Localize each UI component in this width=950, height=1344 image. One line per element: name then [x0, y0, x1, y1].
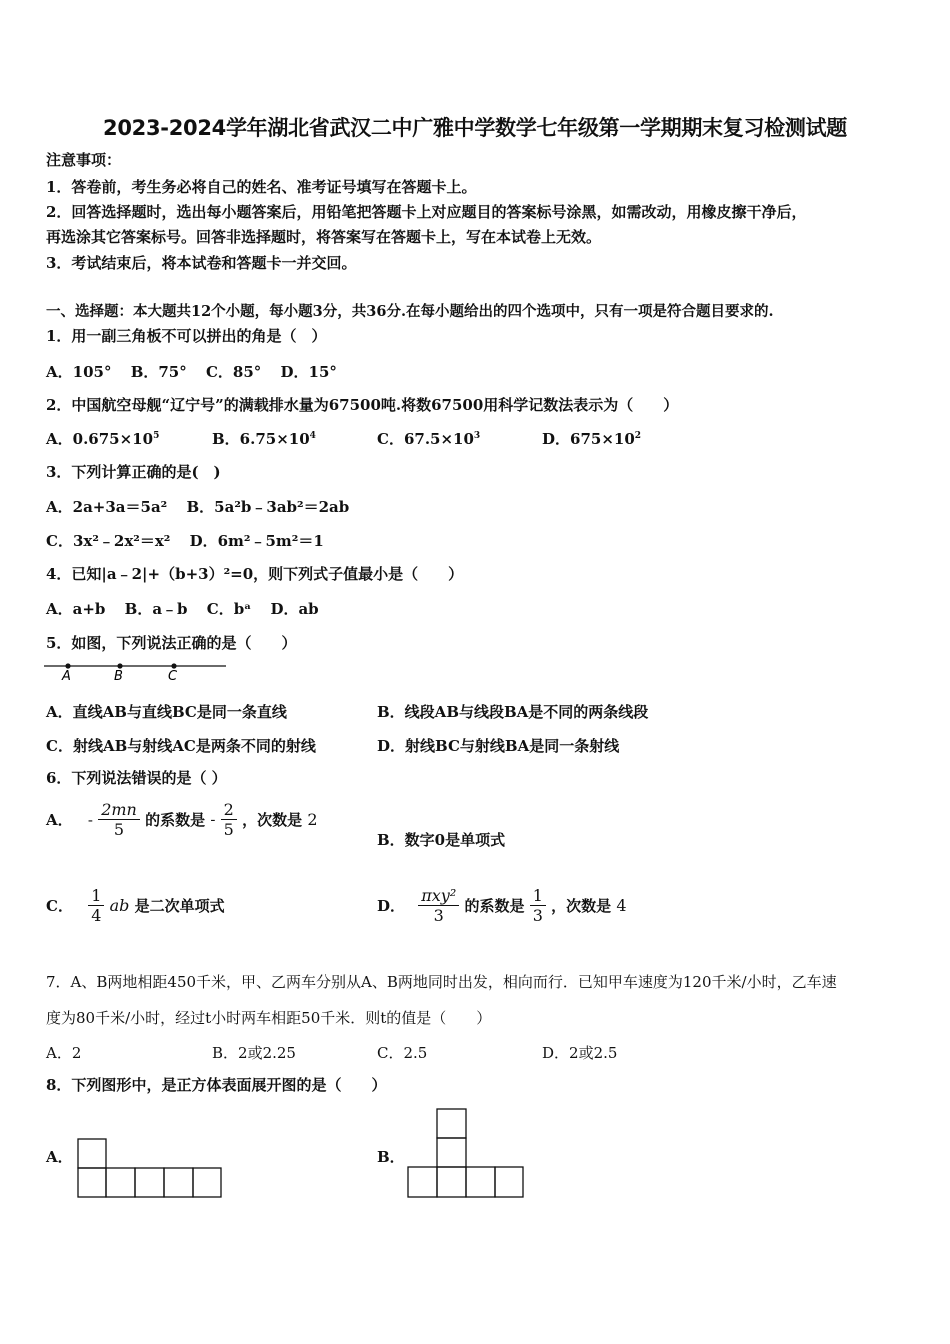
q1-option-a: A．105°: [46, 363, 112, 381]
q5-point-a: [65, 663, 70, 668]
q2-option-a-base: A．0.675×10: [46, 430, 154, 448]
q2-option-a: [46, 428, 159, 449]
q2-option-c-base: C．67.5×10: [377, 430, 474, 448]
q6-c-den: 4: [91, 906, 102, 925]
notes-heading: 注意事项：: [46, 151, 122, 169]
q3-row1: [46, 496, 349, 517]
q4-option-a: A．a+b: [46, 600, 106, 618]
q6-d-label: D．: [377, 897, 406, 915]
q6-d-degree: 4: [616, 896, 627, 915]
q6-d-num: πxy²: [418, 886, 459, 906]
q1-option-b: B．75°: [130, 363, 187, 381]
page-title: 2023-2024学年湖北省武汉二中广雅中学数学七年级第一学期期末复习检测试题: [103, 116, 847, 140]
q4-option-b: B．a﹣b: [124, 600, 188, 618]
q5-label-a: A: [62, 669, 71, 684]
q8-option-a-label: A．: [46, 1148, 73, 1166]
q3-stem: 3．下列计算正确的是( ): [46, 463, 221, 481]
q5-point-c: [171, 663, 176, 668]
q6-d-fraction: [418, 886, 459, 925]
q7-stem-line1: 7．A、B两地相距450千米，甲、乙两车分别从A、B两地同时出发，相向而行．已知甲车速度为120千米/小时，乙车速: [46, 973, 837, 991]
q8-b-square-2: [437, 1167, 466, 1197]
q6-a-mid: 的系数是: [145, 811, 206, 829]
q8-b-square-top: [437, 1109, 466, 1138]
q8-a-square-1: [78, 1168, 106, 1197]
q4-stem: 4．已知|a﹣2|+（b+3）²=0，则下列式子值最小是（ ）: [46, 565, 464, 583]
q7-stem-line2: 度为80千米/小时，经过t小时两车相距50千米．则t的值是（ ）: [46, 1009, 492, 1027]
q2-option-c: [377, 428, 480, 449]
q8-net-b: [407, 1108, 525, 1198]
q8-stem: 8．下列图形中，是正方体表面展开图的是（ ）: [46, 1076, 387, 1094]
q2-option-d-base: D．675×10: [542, 430, 635, 448]
q8-option-b-label: B．: [377, 1148, 405, 1166]
q8-b-square-4: [495, 1167, 523, 1197]
q5-label-c: C: [168, 669, 178, 684]
q6-a-label: A．: [46, 811, 73, 829]
q3-option-a: A．2a+3a＝5a²: [46, 498, 168, 516]
q6-option-b: B．数字0是单项式: [377, 831, 506, 849]
q2-option-a-exp: 5: [153, 431, 160, 441]
q4-options: [46, 598, 319, 619]
q6-a-coef: [221, 800, 237, 839]
q5-point-b: [117, 663, 122, 668]
q6-c-var: ab: [109, 896, 130, 915]
q8-a-square-4: [164, 1168, 193, 1197]
q2-option-b-base: B．6.75×10: [212, 430, 310, 448]
q8-b-square-mid: [437, 1138, 466, 1167]
q8-a-square-2: [106, 1168, 135, 1197]
q6-a-den: 5: [113, 820, 125, 839]
q6-a-tail: ，次数是: [242, 811, 303, 829]
q4-option-c: C．bᵃ: [206, 600, 252, 618]
q8-a-square-top: [78, 1139, 106, 1168]
q6-c-num: 1: [88, 886, 104, 906]
section-heading: 一、选择题：本大题共12个小题，每小题3分，共36分.在每小题给出的四个选项中，只有一项是符合题目要求的.: [46, 303, 774, 320]
q5-option-d: D．射线BC与射线BA是同一条射线: [377, 737, 620, 755]
q6-d-coef-num: 1: [530, 886, 546, 906]
q2-option-c-exp: 3: [473, 431, 481, 441]
q8-b-square-1: [408, 1167, 437, 1197]
q6-c-tail: 是二次单项式: [134, 897, 225, 915]
q1-stem: 1．用一副三角板不可以拼出的角是（ ）: [46, 327, 327, 345]
note-2a: 2．回答选择题时，选出每小题答案后，用铅笔把答题卡上对应题目的答案标号涂黑，如需改动，用橡皮擦干净后，: [46, 203, 807, 221]
q6-a-degree: 2: [307, 810, 318, 829]
q8-net-a: [77, 1138, 223, 1198]
q8-a-square-3: [135, 1168, 164, 1197]
note-3: 3．考试结束后，将本试卷和答题卡一并交回。: [46, 254, 357, 272]
q5-option-c: C．射线AB与射线AC是两条不同的射线: [46, 737, 316, 755]
q6-option-d: [377, 886, 627, 925]
q6-option-c: [46, 886, 225, 925]
q6-a-num: 2mn: [98, 800, 140, 820]
q5-stem: 5．如图，下列说法正确的是（ ）: [46, 634, 297, 652]
q2-option-b-exp: 4: [309, 431, 316, 441]
q3-option-b: B．5a²b﹣3ab²＝2ab: [186, 498, 350, 516]
q7-option-c: C．2.5: [377, 1044, 428, 1062]
q6-a-coef-den: 5: [223, 820, 234, 839]
q8-b-square-3: [466, 1167, 495, 1197]
q7-option-a: A．2: [46, 1044, 82, 1062]
q1-option-d: D．15°: [280, 363, 337, 381]
note-2b: 再选涂其它答案标号。回答非选择题时，将答案写在答题卡上，写在本试卷上无效。: [46, 228, 602, 246]
q7-option-d: D．2或2.5: [542, 1044, 618, 1062]
q7-option-b: B．2或2.25: [212, 1044, 296, 1062]
q2-stem: 2．中国航空母舰“辽宁号”的满载排水量为67500吨.将数67500用科学记数法表示为（ ）: [46, 396, 679, 414]
q2-option-d: [542, 428, 641, 449]
q1-option-c: C．85°: [205, 363, 262, 381]
q6-d-tail: ，次数是: [551, 897, 612, 915]
q8-a-square-5: [193, 1168, 221, 1197]
q5-label-b: B: [114, 669, 123, 684]
q2-option-b: [212, 428, 316, 449]
q3-option-d: D．6m²﹣5m²＝1: [189, 532, 324, 550]
q3-row2: [46, 530, 324, 551]
q2-option-d-exp: 2: [634, 431, 642, 441]
q6-option-a: A． - $\frac{2mn}{5}$ 的系数是 - $\frac{2}{5}$ ，次数是 2: [46, 800, 318, 839]
q4-option-d: D．ab: [270, 600, 319, 618]
note-1: 1．答卷前，考生务必将自己的姓名、准考证号填写在答题卡上。: [46, 178, 477, 196]
q6-a-fraction: [98, 800, 140, 839]
q6-d-coef-den: 3: [532, 906, 543, 925]
q1-options: [46, 361, 337, 382]
q5-line-figure: [44, 660, 234, 684]
q3-option-c: C．3x²﹣2x²＝x²: [46, 532, 171, 550]
q6-a-coef-num: 2: [221, 800, 237, 820]
q5-option-b: B．线段AB与线段BA是不同的两条线段: [377, 703, 649, 721]
q6-d-coef: [530, 886, 546, 925]
q6-c-fraction: [88, 886, 104, 925]
q6-stem: 6．下列说法错误的是（ ）: [46, 769, 227, 787]
q6-d-den: 3: [433, 906, 444, 925]
q6-c-label: C．: [46, 897, 73, 915]
q5-option-a: A．直线AB与直线BC是同一条直线: [46, 703, 287, 721]
q6-d-mid: 的系数是: [464, 897, 525, 915]
